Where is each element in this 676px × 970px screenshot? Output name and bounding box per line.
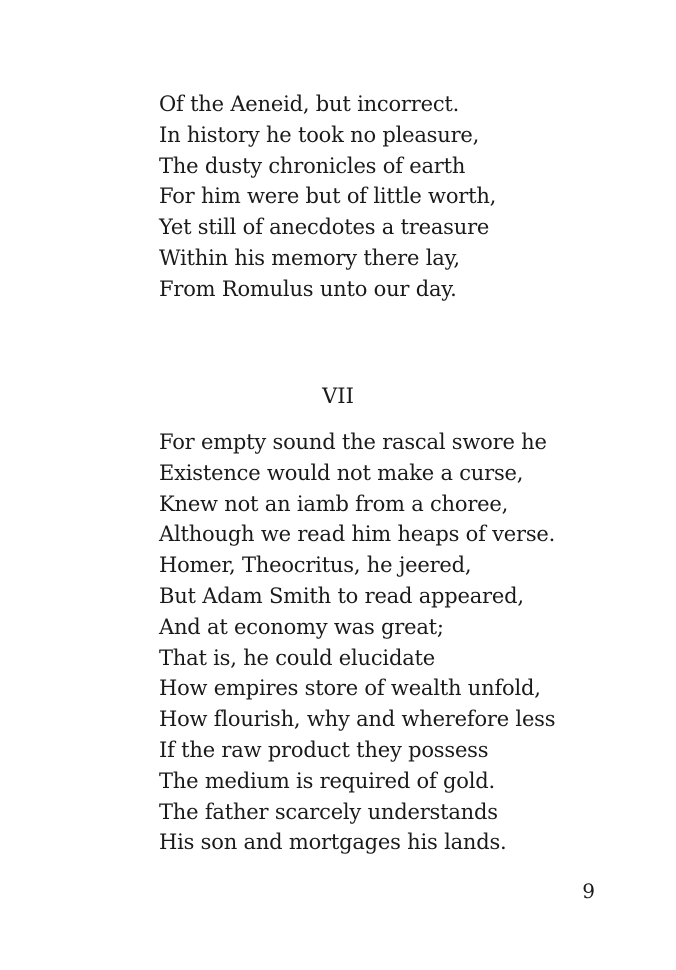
verse-line: The father scarcely understands xyxy=(159,799,498,824)
verse-line: That is, he could elucidate xyxy=(159,645,435,670)
stanza-continuation xyxy=(159,89,619,305)
verse-line: His son and mortgages his lands. xyxy=(159,830,507,855)
verse-line: For empty sound the rascal swore he xyxy=(159,430,547,454)
verse-line: The dusty chronicles of earth xyxy=(159,153,466,178)
verse-line: Of the Aeneid, but incorrect. xyxy=(159,92,460,116)
verse-line: Yet still of anecdotes a treasure xyxy=(159,215,490,240)
page-number: 9 xyxy=(582,879,595,903)
verse-line: The medium is required of gold. xyxy=(159,768,495,793)
verse-line: How empires store of wealth unfold, xyxy=(159,676,541,701)
stanza-heading: VII xyxy=(322,384,354,408)
verse-line: Knew not an iamb from a choree, xyxy=(159,491,509,516)
verse-line: For him were but of little worth, xyxy=(159,184,497,209)
verse-line: Existence would not make a curse, xyxy=(159,460,524,485)
verse-line: How flourish, why and wherefore less xyxy=(159,707,556,732)
stanza-seven xyxy=(159,427,619,858)
verse-line: In history he took no pleasure, xyxy=(159,122,480,147)
verse-line: If the raw product they possess xyxy=(159,737,489,762)
verse-line: From Romulus unto our day. xyxy=(159,276,457,301)
verse-line: Although we read him heaps of verse. xyxy=(159,522,556,547)
verse-line: Within his memory there lay, xyxy=(159,245,460,270)
verse-line: And at economy was great; xyxy=(159,614,444,639)
verse-line: But Adam Smith to read appeared, xyxy=(159,583,524,608)
verse-line: Homer, Theocritus, he jeered, xyxy=(159,553,472,578)
